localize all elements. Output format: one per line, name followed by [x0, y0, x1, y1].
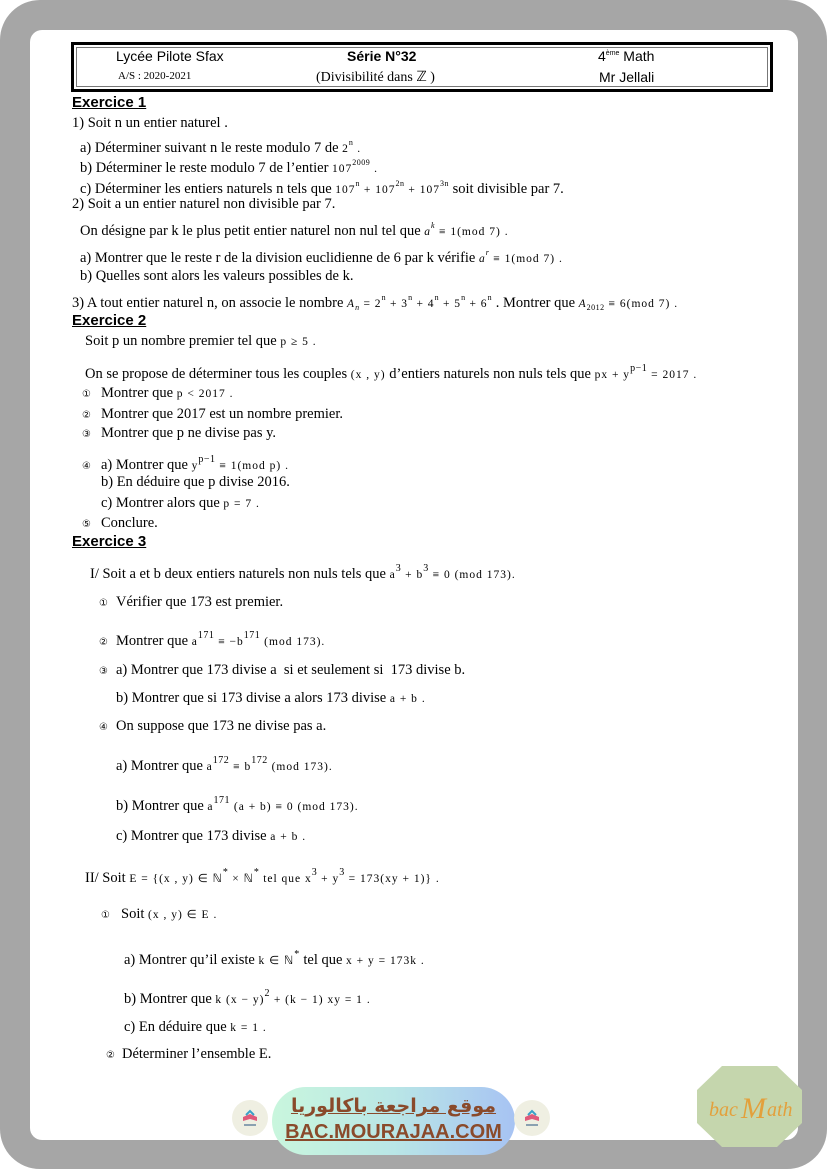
exponent: n [348, 138, 354, 147]
exponent: n [434, 293, 440, 302]
math: . [670, 298, 679, 310]
exponent: n [487, 293, 493, 302]
ex3-q4a [116, 751, 333, 777]
exercise-1-title: Exercice 1 [72, 94, 147, 111]
math: . [370, 163, 379, 175]
math: + 107 [404, 184, 441, 196]
math: ≡ 1(mod p) [215, 460, 282, 472]
site-banner[interactable] [272, 1087, 515, 1155]
math: ≡ 0 (mod 173) [428, 569, 512, 581]
text: Vérifier que 173 est premier. [116, 594, 284, 610]
math: a [206, 761, 213, 773]
ex3-q4b [116, 791, 359, 817]
exponent: 3 [395, 563, 402, 574]
ex3-part2-q1b [124, 984, 371, 1010]
ex3-q3a [99, 660, 465, 682]
math: a [424, 226, 432, 238]
text: Conclure. [101, 515, 158, 531]
math: k ∈ ℕ [258, 955, 295, 967]
math: tel que x [259, 873, 312, 885]
ex3-part2-q1 [101, 904, 217, 926]
text: b) Déterminer le reste modulo 7 de l’entier [80, 160, 333, 176]
math: + y [317, 873, 340, 885]
text: c) En déduire que [124, 1019, 231, 1035]
exercise-2-title: Exercice 2 [72, 312, 147, 329]
exponent: 171 [197, 630, 215, 641]
math: . [353, 143, 362, 155]
ex3-q3b [116, 688, 426, 709]
bacmath-logo [697, 1066, 802, 1147]
text: b) Montrer que si 173 divise a alors 173 divise [116, 690, 390, 706]
circled-number: ⑤ [82, 519, 91, 530]
text: a) Montrer qu’il existe [124, 952, 259, 968]
ex3-part1-intro [90, 559, 516, 585]
math: ≡ 1(mod 7) [435, 226, 501, 238]
ex3-part2-q2 [106, 1044, 271, 1066]
circled-number: ① [99, 598, 108, 609]
math: 2 [342, 143, 349, 155]
exponent: * [222, 867, 229, 878]
text: c) Déterminer les entiers naturels n tels que [80, 181, 336, 197]
math: a [207, 801, 214, 813]
text: Montrer que [101, 385, 177, 401]
math: . [417, 955, 425, 967]
book-icon [232, 1100, 268, 1136]
math: . [252, 498, 260, 510]
math: ≡ −b [214, 636, 244, 648]
exponent: n [408, 293, 413, 302]
school-year: A/S : 2020-2021 [118, 70, 192, 82]
exponent: 2009 [352, 158, 371, 167]
circled-number: ③ [99, 666, 108, 677]
level-subject: Math [619, 48, 655, 64]
ex2-q3 [82, 423, 276, 445]
math: + (k − 1) xy = 1 [269, 994, 363, 1006]
text: Soit [121, 906, 148, 922]
math: . [362, 994, 371, 1006]
math: . [225, 388, 234, 400]
math: = 2017 [647, 369, 690, 381]
exponent: n [381, 293, 387, 302]
math: . [689, 369, 698, 381]
ex1-q1 [72, 113, 228, 133]
math: + b [401, 569, 424, 581]
text: Déterminer l’ensemble E. [122, 1046, 272, 1062]
math: E = {(x , y) ∈ ℕ [129, 873, 223, 885]
math: (mod 173) [267, 761, 329, 773]
text: 2) Soit a un entier naturel non divisible par 7. [72, 196, 336, 212]
math: k = 1 [230, 1022, 260, 1034]
math: a [479, 253, 486, 265]
exponent: 171 [243, 630, 261, 641]
text: c) Montrer que 173 divise [116, 828, 271, 844]
banner-url[interactable]: BAC.MOURAJAA.COM [285, 1121, 502, 1143]
exponent: 2 [264, 988, 270, 999]
text: d’entiers naturels non nuls tels que [385, 366, 595, 382]
math: . [259, 1022, 267, 1034]
exponent: 3 [423, 563, 429, 574]
math: . [281, 460, 289, 472]
math: = 2 [359, 298, 382, 310]
svg-text:ath: ath [767, 1099, 793, 1121]
exponent: 171 [213, 795, 231, 806]
text: b) Montrer que [116, 798, 208, 814]
ex1-q2-intro [80, 216, 509, 242]
ex2-q4b [101, 472, 290, 492]
text: a) Montrer que 173 divise a si et seulement si 173 divise b. [116, 662, 466, 678]
math: A [578, 298, 587, 310]
math: a + b [270, 831, 299, 843]
circled-number: ① [101, 910, 110, 921]
text: On suppose que 173 ne divise pas a. [116, 718, 327, 734]
text: 3) A tout entier naturel n, on associe le nombre [72, 295, 348, 311]
math: + 4 [412, 298, 435, 310]
text: a) Déterminer suivant n le reste modulo 7 de [80, 140, 343, 156]
svg-text:bac: bac [709, 1099, 738, 1121]
banner-arabic-text[interactable]: موقع مراجعة باكالوريا [290, 1095, 497, 1117]
exponent: 3 [311, 867, 318, 878]
exponent: 172 [251, 755, 268, 766]
exponent: n [355, 179, 361, 188]
exponent: n [461, 293, 466, 302]
ex2-q5 [82, 513, 158, 535]
school-name: Lycée Pilote Sfax [116, 48, 224, 64]
math: p ≥ 5 [280, 336, 309, 348]
ex3-part2-q1c [124, 1017, 267, 1038]
exponent: p−1 [630, 363, 648, 374]
math: a [389, 569, 396, 581]
ex3-part2-q1a [124, 945, 425, 971]
math: . [328, 761, 333, 773]
text: Montrer que 2017 est un nombre premier. [101, 406, 344, 422]
subscript: 2012 [586, 303, 605, 312]
math: . [354, 801, 359, 813]
math: (x , y) ∈ E [148, 909, 210, 921]
exponent: 3n [440, 179, 450, 188]
circled-number: ② [106, 1050, 115, 1061]
text: a) Montrer que le reste r de la division euclidienne de 6 par k vérifie [80, 250, 479, 266]
math: ≡ 1(mod 7) [489, 253, 556, 265]
math: ≡ 6(mod 7) [604, 298, 671, 310]
ex2-q1 [82, 383, 233, 405]
circled-number: ② [82, 410, 91, 421]
series-subtitle: (Divisibilité dans ℤ ) [316, 70, 435, 85]
circled-number: ④ [82, 461, 91, 472]
math: px + y [594, 369, 631, 381]
exponent: 3 [339, 867, 345, 878]
math: (mod 173) [260, 636, 322, 648]
math: × ℕ [228, 873, 254, 885]
site-logo-left [232, 1100, 268, 1136]
math: y [191, 460, 199, 472]
exponent: k [431, 221, 436, 230]
site-logo-right [514, 1100, 550, 1136]
subscript: n [355, 303, 360, 312]
math: a [191, 636, 198, 648]
text: On se propose de déterminer tous les couples [85, 366, 351, 382]
text: 1) Soit n un entier naturel . [72, 115, 228, 131]
math: . [431, 873, 440, 885]
series-title: Série N°32 [347, 48, 417, 64]
ex2-intro-2 [85, 359, 697, 385]
exponent: 172 [212, 755, 230, 766]
math: . [417, 693, 426, 705]
exponent: 2n [395, 179, 405, 188]
text: Montrer que [116, 633, 192, 649]
circled-number: ② [99, 637, 108, 648]
math: (x , y) [350, 369, 386, 381]
math: A [347, 298, 356, 310]
exponent: * [253, 867, 260, 878]
circled-number: ④ [99, 722, 108, 733]
math: . [511, 569, 516, 581]
ex3-q1 [99, 592, 283, 614]
text: I/ Soit a et b deux entiers naturels non nuls tels que [90, 566, 390, 582]
math: = 173(xy + 1)} [344, 873, 432, 885]
exponent: p−1 [198, 454, 216, 465]
level-number: 4 [598, 48, 606, 64]
math: 107 [332, 163, 353, 175]
math: ≡ b [229, 761, 252, 773]
math: a + b [389, 693, 418, 705]
math: + 5 [439, 298, 462, 310]
math: x + y = 173k [346, 955, 418, 967]
math: + 6 [465, 298, 488, 310]
text: tel que [299, 952, 347, 968]
text: a) Montrer que [101, 457, 192, 473]
math: k (x − y) [215, 994, 265, 1006]
math: . [298, 831, 307, 843]
ex1-q2b [80, 266, 353, 286]
text: Soit p un nombre premier tel que [85, 333, 281, 349]
svg-text:M: M [741, 1092, 766, 1125]
exercise-3-title: Exercice 3 [72, 533, 147, 550]
exponent: * [294, 949, 300, 960]
text: b) En déduire que p divise 2016. [101, 474, 290, 490]
ex3-q4c [116, 826, 306, 847]
book-icon [514, 1100, 550, 1136]
ex3-part2-intro [85, 863, 440, 889]
text: b) Montrer que [124, 991, 216, 1007]
math: p = 7 [223, 498, 253, 510]
circled-number: ① [82, 389, 91, 400]
math: . [209, 909, 218, 921]
math: (a + b) ≡ 0 (mod 173) [230, 801, 355, 813]
ex1-q2 [72, 194, 335, 214]
text: II/ Soit [85, 870, 130, 886]
ex3-q4 [99, 716, 326, 738]
text: c) Montrer alors que [101, 495, 224, 511]
math: 107 [335, 184, 356, 196]
text: Montrer que p ne divise pas y. [101, 425, 277, 441]
circled-number: ③ [82, 429, 91, 440]
math: . [555, 253, 563, 265]
text: On désigne par k le plus petit entier naturel non nul tel que [80, 223, 425, 239]
math: p < 2017 [176, 388, 226, 400]
math: . [308, 336, 317, 348]
teacher-name: Mr Jellali [599, 69, 655, 85]
math: . [500, 226, 509, 238]
class-level [598, 48, 654, 64]
ex1-q3 [72, 288, 678, 318]
exponent: r [485, 248, 490, 257]
ex3-q2 [99, 626, 325, 653]
text: . Montrer que [492, 295, 579, 311]
text: soit divisible par 7. [449, 181, 564, 197]
ex2-intro-1 [85, 331, 317, 352]
text: b) Quelles sont alors les valeurs possibles de k. [80, 268, 354, 284]
math: + 107 [360, 184, 396, 196]
math: + 3 [386, 298, 409, 310]
level-suffix: ème [605, 50, 620, 57]
math: . [321, 636, 326, 648]
ex2-q4c [101, 493, 260, 514]
text: a) Montrer que [116, 758, 207, 774]
